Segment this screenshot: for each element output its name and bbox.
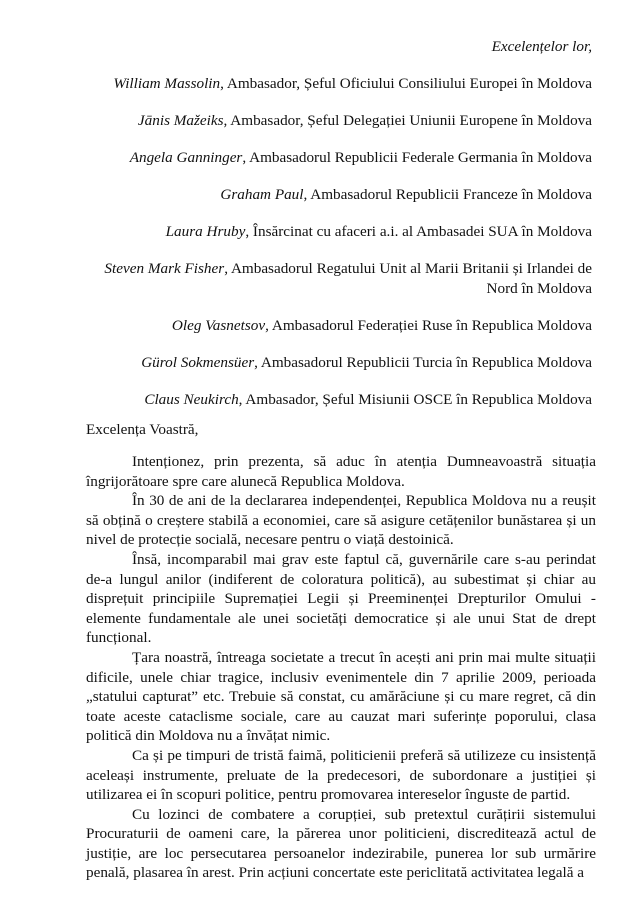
recipient-name: Angela Ganninger <box>129 149 243 166</box>
recipient-title: , Ambasadorul Federației Ruse în Republica Moldova <box>265 317 592 334</box>
recipient-title: , Ambasadorul Regatului Unit al Marii Britanii și Irlandei de Nord în Moldova <box>224 260 592 297</box>
recipient-line <box>80 222 592 242</box>
recipient-line <box>80 185 592 205</box>
recipient-title: , Ambasadorul Republicii Franceze în Moldova <box>303 186 592 203</box>
recipient-title: , Ambasadorul Republicii Turcia în Republica Moldova <box>254 354 592 371</box>
recipient-name: Laura Hruby <box>165 223 246 240</box>
recipient-title: , Însărcinat cu afaceri a.i. al Ambasadei SUA în Moldova <box>245 223 592 240</box>
recipient-name: Gürol Sokmensüer <box>141 354 255 371</box>
body-paragraph: Țara noastră, întreaga societate a trecut în acești ani prin mai multe situații dificile, unele chiar tragice, inclusiv evenimentele din 7 aprilie 2009, perioada „statului capturat” etc. Trebuie să constat, cu amărăciune și cu mare regret, că din toate aceste cataclisme sociale, care au cauzat mari suferințe poporului, clasa politică din Moldova nu a învățat nimic. <box>86 648 596 745</box>
recipient-name: Jānis Mažeiks <box>137 112 224 129</box>
recipient-name: Graham Paul <box>220 186 304 203</box>
letter-body <box>86 452 596 883</box>
recipient-line <box>80 74 592 94</box>
body-paragraph: Cu lozinci de combatere a corupției, sub pretextul curățirii sistemului Procuraturii de oameni care, la părerea unor politicieni, discreditează actul de justiție, are loc persecutarea persoanelor indezirabile, punerea lor sub urmărire penală, plasarea în arest. Prin acțiuni concertate este periclitată activitatea legală a <box>86 805 596 882</box>
recipient-title: , Ambasador, Șeful Delegației Uniunii Europene în Moldova <box>223 112 592 129</box>
recipient-line <box>80 111 592 131</box>
recipient-name: Steven Mark Fisher <box>104 260 225 277</box>
body-paragraph: Intenționez, prin prezenta, să aduc în atenția Dumneavoastră situația îngrijorătoare spre care alunecă Republica Moldova. <box>86 453 596 490</box>
recipient-list <box>80 74 592 427</box>
recipient-line <box>80 390 592 410</box>
body-paragraph: Ca și pe timpuri de tristă faimă, politicienii preferă să utilizeze cu insistență aceleași instrumente, preluate de la predecesori, de subordonare a justiției și utilizarea ei în scopuri politice, pentru promovarea intereselor înguste de partid. <box>86 746 596 804</box>
recipient-line <box>80 148 592 168</box>
recipient-line <box>80 316 592 336</box>
salutation: Excelențelor lor, <box>491 38 592 55</box>
recipient-title: , Ambasadorul Republicii Federale Germania în Moldova <box>242 149 592 166</box>
greeting: Excelența Voastră, <box>86 421 199 438</box>
body-paragraph: În 30 de ani de la declararea independenței, Republica Moldova nu a reușit să obțină o creștere stabilă a economiei, care să asigure cetățenilor bunăstarea și un nivel de protecție socială, necesare pentru o viață destoinică. <box>86 492 596 549</box>
recipient-name: William Massolin <box>113 75 221 92</box>
recipient-title: , Ambasador, Șeful Misiunii OSCE în Republica Moldova <box>238 391 592 408</box>
recipient-name: Oleg Vasnetsov <box>171 317 266 334</box>
recipient-name: Claus Neukirch <box>144 391 239 408</box>
recipient-title: , Ambasador, Șeful Oficiului Consiliului Europei în Moldova <box>220 75 592 92</box>
body-paragraph: Însă, incomparabil mai grav este faptul că, guvernările care s-au perindat de-a lungul anilor (indiferent de coloratura politică), au subestimat și chiar au disprețuit principiile Supremației Legii și Preeminenței Drepturilor Omului - elemente fundamentale ale unei societăți democratice și ale unui Stat de drept funcțional. <box>86 550 596 647</box>
recipient-line <box>80 353 592 373</box>
recipient-line <box>80 259 592 299</box>
